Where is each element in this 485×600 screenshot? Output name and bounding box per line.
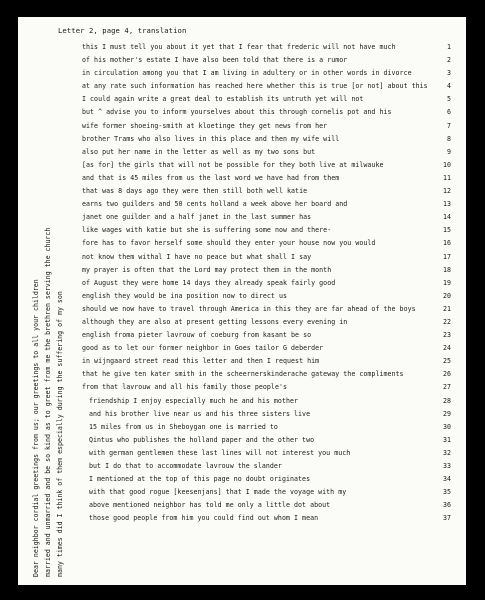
text-line bbox=[18, 213, 466, 226]
text-line bbox=[18, 56, 466, 69]
line-number: 19 bbox=[443, 278, 451, 287]
line-number: 30 bbox=[443, 422, 451, 431]
line-text: at any rate such information has reached here whether this is true [or not] about this bbox=[82, 82, 428, 91]
line-number: 37 bbox=[443, 514, 451, 523]
line-text: this I must tell you about it yet that I fear that frederic will not have much bbox=[82, 43, 396, 51]
text-line bbox=[18, 488, 466, 501]
text-line bbox=[18, 436, 466, 449]
text-line bbox=[18, 43, 466, 56]
text-line bbox=[18, 370, 466, 383]
line-text: good as to let our former neighbor in Goes tailor G deberder bbox=[82, 344, 324, 353]
document-page bbox=[18, 17, 466, 585]
text-line bbox=[18, 514, 466, 527]
line-number: 33 bbox=[443, 462, 451, 470]
text-line bbox=[18, 135, 466, 148]
text-line bbox=[18, 344, 466, 357]
line-number: 25 bbox=[443, 357, 451, 366]
margin-note-1: Dear neighbor cordial greetings from us; our greetings to all your children bbox=[32, 279, 40, 577]
line-number: 8 bbox=[447, 134, 451, 143]
line-text: that he give ten kater smith in the scheernerskinderache gateway the compliments bbox=[82, 370, 404, 379]
line-number: 36 bbox=[443, 501, 451, 510]
line-text: of his mother's estate I have also been told that there is a rumor bbox=[82, 56, 348, 65]
text-line bbox=[18, 266, 466, 279]
line-number: 31 bbox=[443, 435, 451, 444]
text-line bbox=[18, 122, 466, 135]
line-text: Qintus who publishes the holland paper and the other two bbox=[89, 435, 315, 444]
line-text: from that lavrouw and all his family those people's bbox=[82, 383, 288, 392]
line-text: earns two guilders and 50 cents holland a week above her board and bbox=[82, 200, 348, 209]
text-line bbox=[18, 279, 466, 292]
line-number: 32 bbox=[443, 448, 451, 457]
letter-body bbox=[18, 43, 466, 527]
line-text: in wijngaard street read this letter and then I request him bbox=[82, 357, 320, 366]
line-text: that was 8 days ago they were then still both well katie bbox=[82, 187, 308, 196]
line-text: fore has to favor herself some should they enter your house now you would bbox=[82, 239, 376, 248]
margin-note-2: married and unmarried and be so kind as to greet from me the brethren serving the church bbox=[44, 227, 52, 577]
line-number: 16 bbox=[443, 239, 451, 248]
line-number: 5 bbox=[447, 95, 451, 104]
text-line bbox=[18, 410, 466, 423]
line-number: 21 bbox=[443, 304, 451, 313]
text-line bbox=[18, 501, 466, 514]
line-text: those good people from him you could find out whom I mean bbox=[89, 514, 319, 523]
line-number: 26 bbox=[443, 370, 451, 379]
text-line bbox=[18, 383, 466, 396]
text-line bbox=[18, 423, 466, 436]
line-text: english froma pieter lavrouw of coeburg from kasant be so bbox=[82, 331, 312, 340]
text-line bbox=[18, 462, 466, 475]
text-line bbox=[18, 69, 466, 82]
line-number: 3 bbox=[447, 69, 451, 78]
text-line bbox=[18, 148, 466, 161]
text-line bbox=[18, 397, 466, 410]
line-text: although they are also at present getting lessons every evening in bbox=[82, 317, 348, 326]
line-text: and that is 45 miles from us the last word we have had from them bbox=[82, 173, 340, 182]
line-text: but I do that to accommodate lavrouw the slander bbox=[89, 462, 282, 470]
line-text: with that good rogue [keesenjans] that I made the voyage with my bbox=[89, 488, 347, 497]
line-number: 27 bbox=[443, 383, 451, 392]
line-text: but ^ advise you to inform yourselves about this through cornelis pot and his bbox=[82, 108, 392, 117]
line-number: 17 bbox=[443, 252, 451, 261]
line-number: 22 bbox=[443, 317, 451, 326]
line-text: I could again write a great deal to establish its untruth yet will not bbox=[82, 95, 364, 104]
line-text: wife former shoeing-smith at kloetinge they get news from her bbox=[82, 121, 328, 130]
line-number: 11 bbox=[443, 173, 451, 182]
line-text: in circulation among you that I am living in adultery or in other words in divorce bbox=[82, 69, 412, 78]
line-text: friendship I enjoy especially much he and his mother bbox=[89, 396, 299, 405]
line-text: 15 miles from us in Sheboygan one is married to bbox=[89, 422, 278, 431]
line-text: also put her name in the letter as well as my two sons but bbox=[82, 147, 316, 156]
text-line bbox=[18, 187, 466, 200]
line-text: janet one guilder and a half janet in the last summer has bbox=[82, 213, 312, 222]
margin-note-3: many times did I think of them especially during the suffering of my son bbox=[56, 291, 64, 577]
page-header: Letter 2, page 4, translation bbox=[58, 26, 187, 35]
line-text: [as for] the girls that will not be possible for they both live at milwauke bbox=[82, 160, 384, 169]
line-number: 1 bbox=[447, 43, 451, 51]
text-line bbox=[18, 305, 466, 318]
line-number: 2 bbox=[447, 56, 451, 65]
text-line bbox=[18, 318, 466, 331]
line-number: 18 bbox=[443, 265, 451, 274]
line-text: and his brother live near us and his three sisters live bbox=[89, 409, 311, 418]
line-text: with german gentlemen these last lines will not interest you much bbox=[89, 448, 351, 457]
line-number: 7 bbox=[447, 121, 451, 130]
line-text: my prayer is often that the Lord may protect them in the month bbox=[82, 265, 332, 274]
text-line bbox=[18, 174, 466, 187]
text-line bbox=[18, 292, 466, 305]
line-number: 29 bbox=[443, 409, 451, 418]
line-text: I mentioned at the top of this page no doubt originates bbox=[89, 475, 311, 484]
text-line bbox=[18, 95, 466, 108]
line-text: brother Trams who also lives in this place and then my wife will bbox=[82, 134, 340, 143]
line-number: 28 bbox=[443, 396, 451, 405]
line-number: 12 bbox=[443, 187, 451, 196]
text-line bbox=[18, 331, 466, 344]
line-number: 15 bbox=[443, 226, 451, 235]
text-line bbox=[18, 161, 466, 174]
line-text: should we now have to travel through America in this they are far ahead of the boys bbox=[82, 304, 416, 313]
text-line bbox=[18, 200, 466, 213]
text-line bbox=[18, 108, 466, 121]
text-line bbox=[18, 475, 466, 488]
text-line bbox=[18, 82, 466, 95]
line-number: 23 bbox=[443, 331, 451, 340]
line-number: 20 bbox=[443, 291, 451, 300]
line-number: 34 bbox=[443, 475, 451, 484]
text-line bbox=[18, 239, 466, 252]
text-line bbox=[18, 449, 466, 462]
line-text: like wages with katie but she is suffering some now and there- bbox=[82, 226, 332, 235]
line-number: 14 bbox=[443, 213, 451, 222]
text-line bbox=[18, 226, 466, 239]
line-number: 9 bbox=[447, 147, 451, 156]
line-text: not know them withal I have no peace but what shall I say bbox=[82, 252, 312, 261]
line-number: 24 bbox=[443, 344, 451, 353]
line-text: english they would be ina position now to direct us bbox=[82, 291, 288, 300]
text-line bbox=[18, 253, 466, 266]
line-text: above mentioned neighbor has told me only a little dot about bbox=[89, 501, 331, 510]
line-text: of August they were home 14 days they already speak fairly good bbox=[82, 278, 336, 287]
line-number: 4 bbox=[447, 82, 451, 91]
line-number: 35 bbox=[443, 488, 451, 497]
line-number: 13 bbox=[443, 200, 451, 209]
line-number: 10 bbox=[443, 160, 451, 169]
text-line bbox=[18, 357, 466, 370]
line-number: 6 bbox=[447, 108, 451, 117]
